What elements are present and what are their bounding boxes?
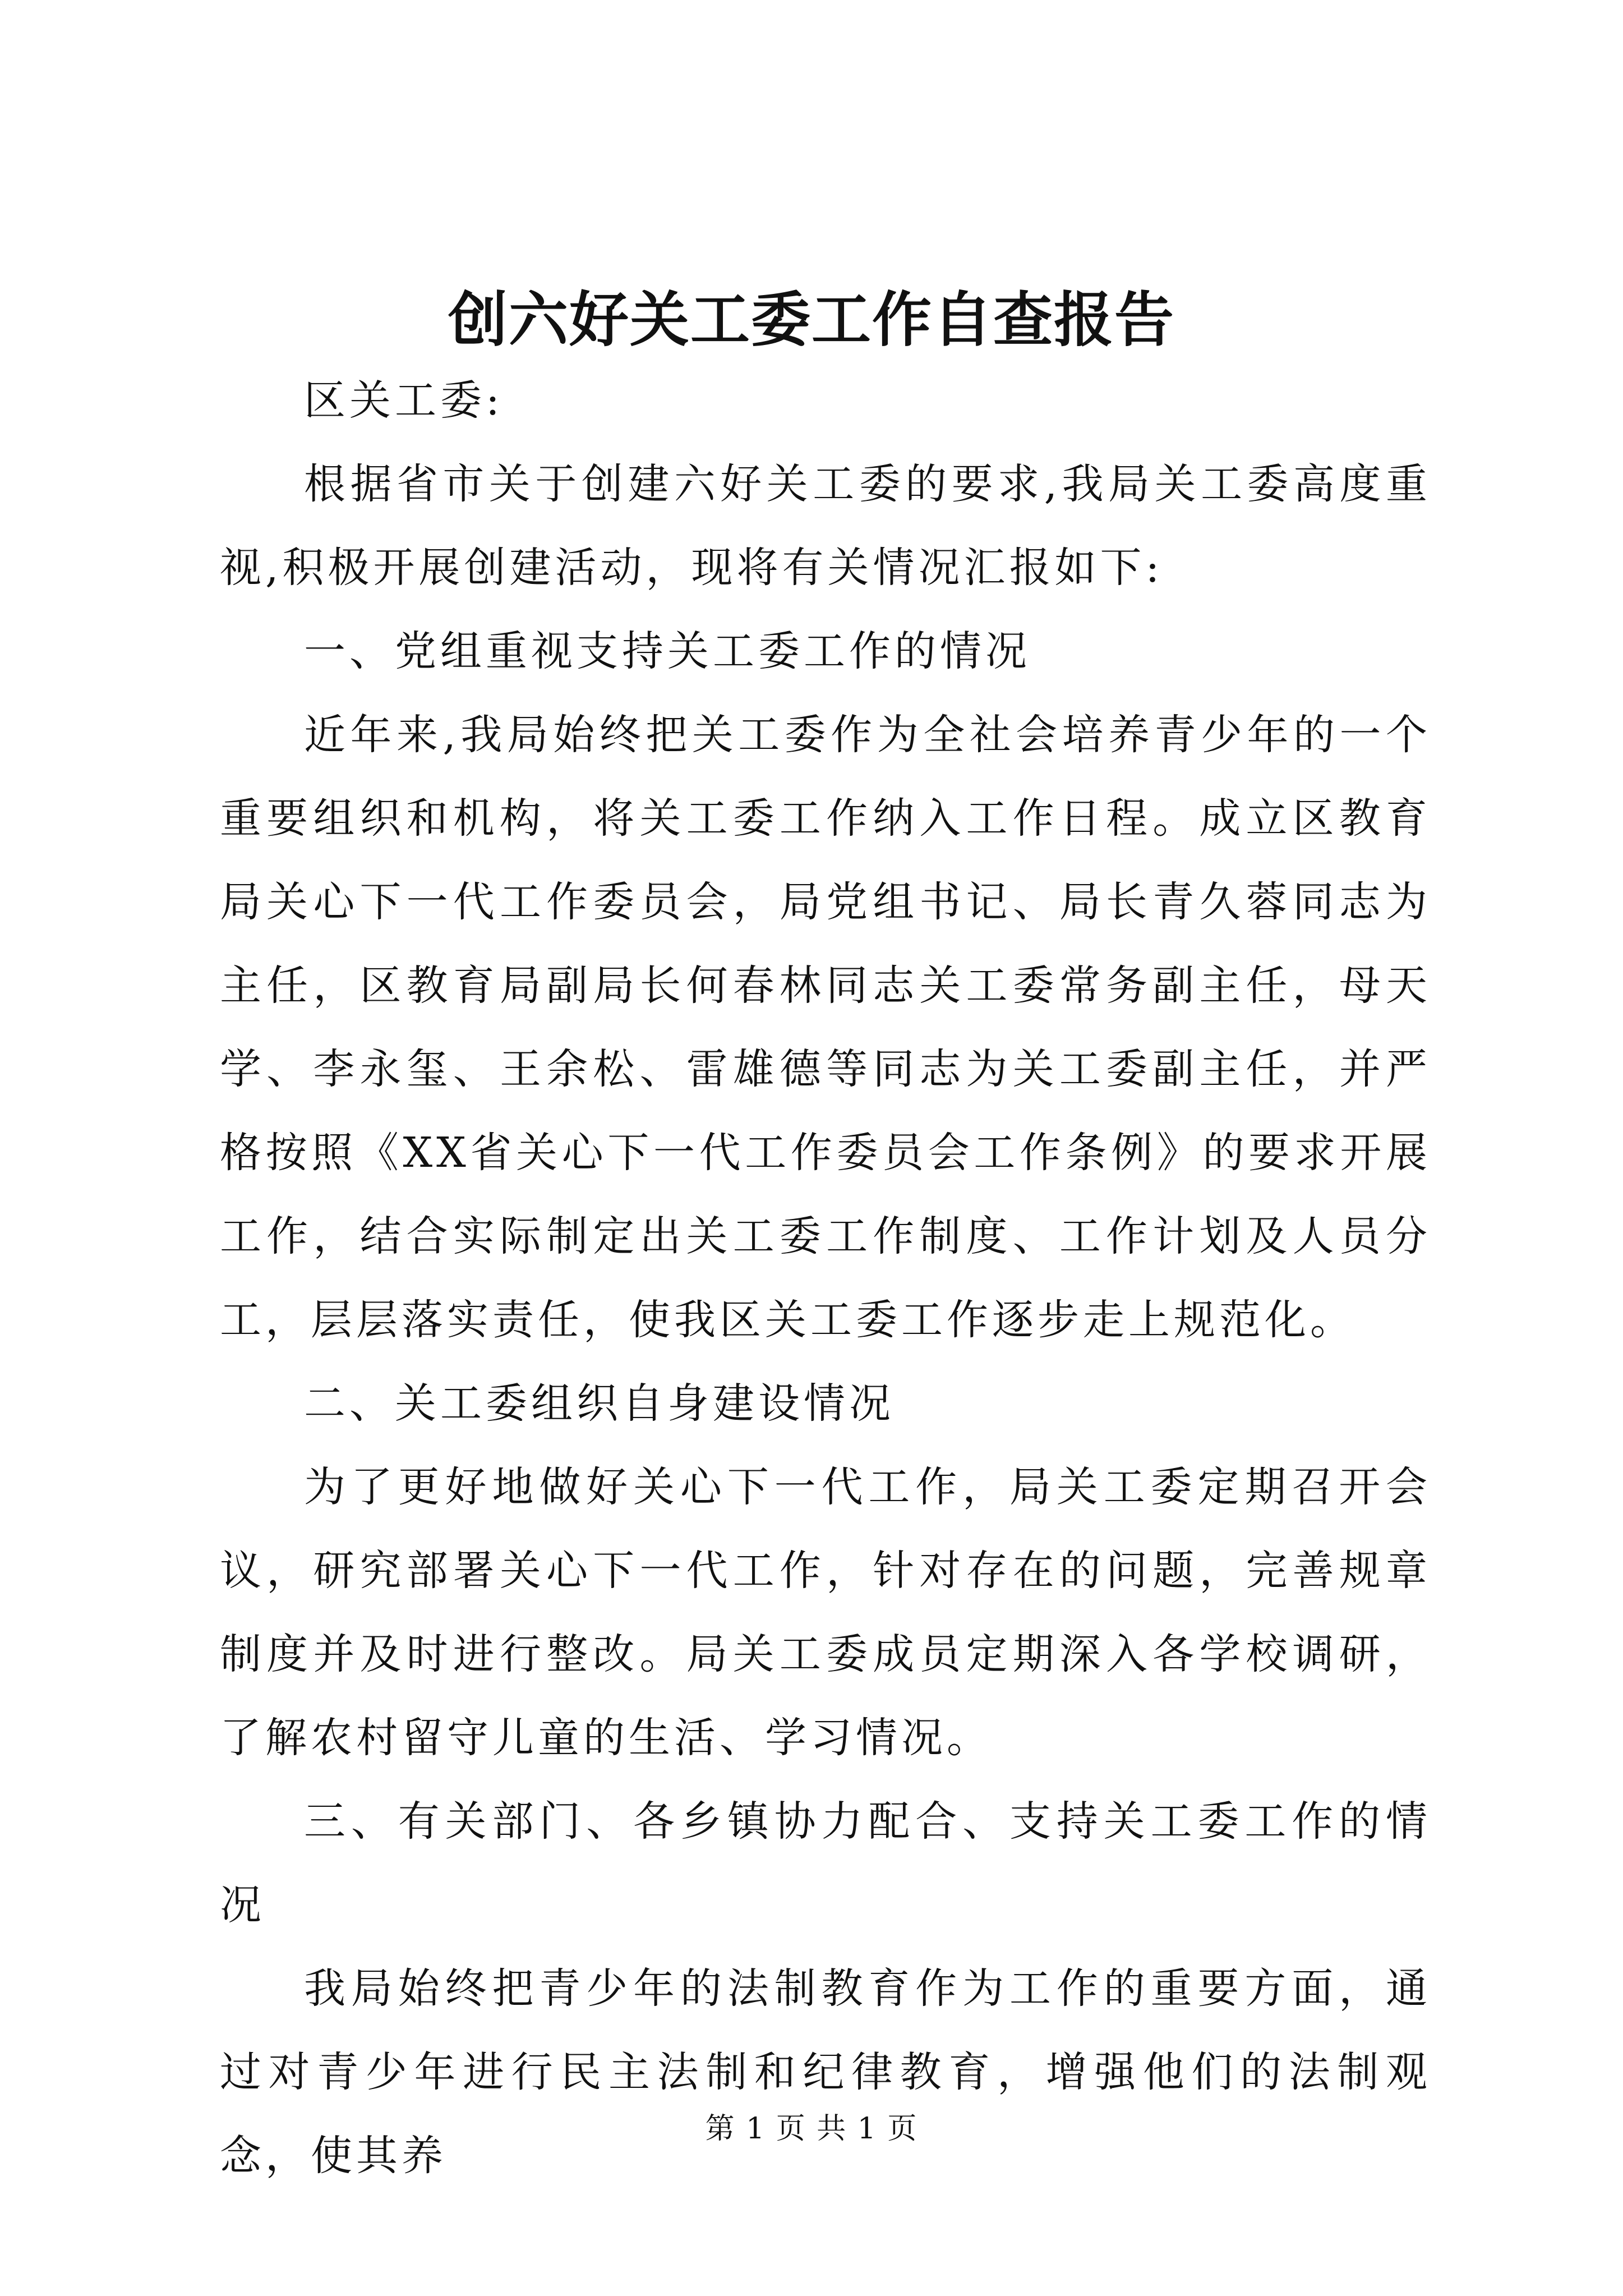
section-paragraph-2: 为了更好地做好关心下一代工作，局关工委定期召开会议，研究部署关心下一代工作，针对存在的问题，完善规章制度并及时进行整改。局关工委成员定期深入各学校调研，了解农村留守儿童的生活、学习情况。 [220, 1463, 1431, 1762]
document-body [220, 359, 1431, 2198]
page-footer: 第 1 页 共 1 页 [705, 2112, 918, 2146]
intro-paragraph: 根据省市关于创建六好关工委的要求,我局关工委高度重视,积极开展创建活动，现将有关情况汇报如下: [220, 460, 1431, 592]
section-heading-3: 三、有关部门、各乡镇协力配合、支持关工委工作的情况 [220, 1797, 1431, 1929]
section-heading-2: 二、关工委组织自身建设情况 [304, 1379, 895, 1428]
section-paragraph-1: 近年来,我局始终把关工委作为全社会培养青少年的一个重要组织和机构，将关工委工作纳入工作日程。成立区教育局关心下一代工作委员会，局党组书记、局长青久蓉同志为主任，区教育局副局长何春林同志关工委常务副主任，母天学、李永玺、王余松、雷雄德等同志为关工委副主任，并严格按照《XX省关心下一代工作委员会工作条例》的要求开展工作，结合实际制定出关工委工作制度、工作计划及人员分工，层层落实责任，使我区关工委工作逐步走上规范化。 [220, 711, 1431, 1344]
section-heading-1: 一、党组重视支持关工委工作的情况 [304, 627, 1031, 675]
salutation: 区关工委: [304, 376, 504, 425]
document-title: 创六好关工委工作自查报告 [448, 284, 1175, 355]
section-paragraph-3: 我局始终把青少年的法制教育作为工作的重要方面，通过对青少年进行民主法制和纪律教育，增强他们的法制观念，使其养 [220, 1964, 1431, 2180]
